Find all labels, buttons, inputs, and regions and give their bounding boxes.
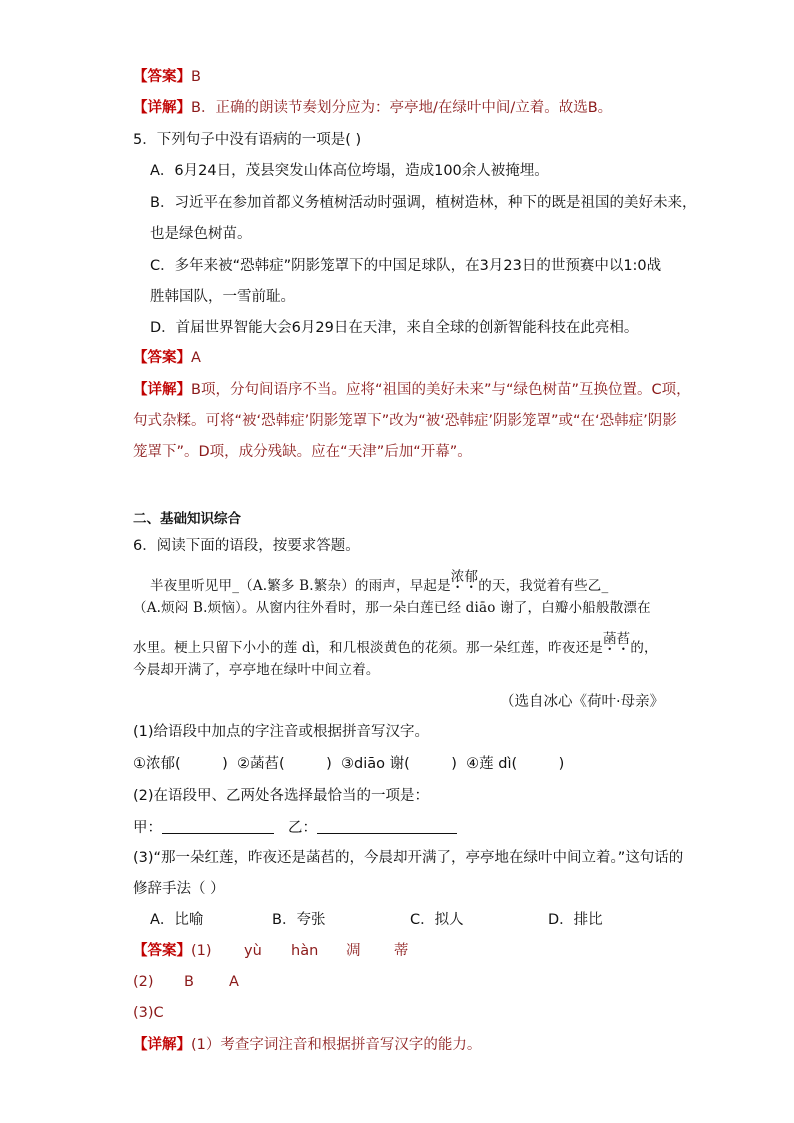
answer-value: B [191, 69, 201, 85]
q5-option-a: A．6月24日，茂县突发山体高位垮塌，造成100余人被掩埋。 [150, 163, 549, 179]
detail-text: (1）考查字词注音和根据拼音写汉字的能力。 [191, 1037, 482, 1053]
q5-stem: 5．下列句子中没有语病的一项是( ) [133, 132, 362, 148]
sub-question-3-line2: 修辞手法（ ） [133, 881, 225, 897]
detail-line-1 [133, 98, 612, 118]
dotted-char: 浓 • [451, 567, 465, 590]
yi-label: 乙： [288, 820, 317, 836]
option-c: C．拟人 [410, 912, 464, 928]
ans3: (3)C [133, 1005, 164, 1021]
section-heading: 二、基础知识综合 [133, 511, 241, 527]
answer-line-1 [133, 67, 201, 87]
dotted-char: 菡 • [603, 629, 617, 652]
passage-line-1 [150, 567, 608, 596]
passage-line-3 [133, 629, 658, 658]
ans1-c: 凋 [346, 943, 361, 959]
q5-answer-line [133, 348, 201, 368]
q5-option-b-line2: 也是绿色树苗。 [150, 226, 252, 242]
ans1-d: 蒂 [394, 943, 409, 959]
passage-text: 半夜里听见甲_（A.繁多 B.繁杂）的雨声，早起是 [150, 578, 451, 594]
blank-line-jia-yi [133, 818, 457, 838]
q6-answer-line [133, 941, 212, 961]
jia-blank[interactable] [162, 819, 274, 834]
detail-tag: 【详解】 [133, 382, 191, 398]
q5-detail-line3: 笼罩下”。D项，成分残缺。应在“天津”后加“开幕”。 [133, 444, 472, 460]
passage-text: 的天，我觉着有些乙_ [478, 578, 609, 594]
option-a: A．比喻 [150, 912, 204, 928]
passage-line-2: （A.烦闷 B.烦恼）。从窗内往外看时，那一朵白莲已经 diāo 谢了，白瓣小船般散漂在 [133, 600, 651, 616]
detail-tag: 【详解】 [133, 100, 191, 116]
q6-detail-line1 [133, 1035, 481, 1055]
answer-tag: 【答案】 [133, 69, 191, 85]
detail-text: B项，分句间语序不当。应将“祖国的美好未来”与“绿色树苗”互换位置。C项， [191, 382, 691, 398]
passage-text: 水里。梗上只留下小小的莲 dì，和几根淡黄色的花须。那一朵红莲，昨夜还是 [133, 640, 603, 656]
option-b: B．夸张 [272, 912, 326, 928]
detail-text: B．正确的朗读节奏划分应为：亭亭地/在绿叶中间/立着。故选B。 [191, 100, 613, 116]
option-d: D．排比 [548, 912, 603, 928]
ans1-label: (1) [191, 943, 212, 959]
sub-question-1-items: ①浓郁( ) ②菡萏( ) ③diāo 谢( ) ④莲 dì( ) [133, 756, 565, 772]
answer-tag: 【答案】 [133, 943, 191, 959]
answer-tag: 【答案】 [133, 350, 191, 366]
q6-stem: 6．阅读下面的语段，按要求答题。 [133, 538, 360, 554]
q5-option-b-line1: B．习近平在参加首都义务植树活动时强调，植树造林，种下的既是祖国的美好未来， [150, 195, 697, 211]
passage-line-4: 今晨却开满了，亭亭地在绿叶中间立着。 [133, 662, 380, 678]
ans1-a: yù [244, 943, 262, 959]
q5-option-c-line2: 胜韩国队，一雪前耻。 [150, 289, 295, 305]
sub-question-3-line1: (3)“那一朵红莲，昨夜还是菡萏的，今晨却开满了，亭亭地在绿叶中间立着。”这句话的 [133, 850, 684, 866]
ans2-b: A [229, 974, 239, 990]
q5-detail-line1 [133, 380, 691, 400]
ans2-label: (2) [133, 974, 154, 990]
detail-tag: 【详解】 [133, 1037, 191, 1053]
ans1-b: hàn [291, 943, 319, 959]
q5-option-c-line1: C．多年来被“恐韩症”阴影笼罩下的中国足球队，在3月23日的世预赛中以1:0战 [150, 258, 662, 274]
q5-option-d: D．首届世界智能大会6月29日在天津，来自全球的创新智能科技在此亮相。 [150, 320, 639, 336]
jia-label: 甲： [133, 820, 162, 836]
sub-question-1: (1)给语段中加点的字注音或根据拼音写汉字。 [133, 724, 430, 740]
sub-question-2: (2)在语段甲、乙两处各选择最恰当的一项是： [133, 788, 430, 804]
answer-value: A [191, 350, 201, 366]
yi-blank[interactable] [317, 819, 457, 834]
dotted-char: 萏 • [617, 629, 631, 652]
ans2-a: B [184, 974, 194, 990]
q5-detail-line2: 句式杂糅。可将“被‘恐韩症’阴影笼罩下”改为“被‘恐韩症’阴影笼罩”或“在‘恐韩症’阴影 [133, 413, 677, 429]
passage-text: 的， [630, 640, 658, 656]
passage-source: （选自冰心《荷叶·母亲》 [500, 694, 665, 710]
dotted-char: 郁 • [465, 567, 479, 590]
